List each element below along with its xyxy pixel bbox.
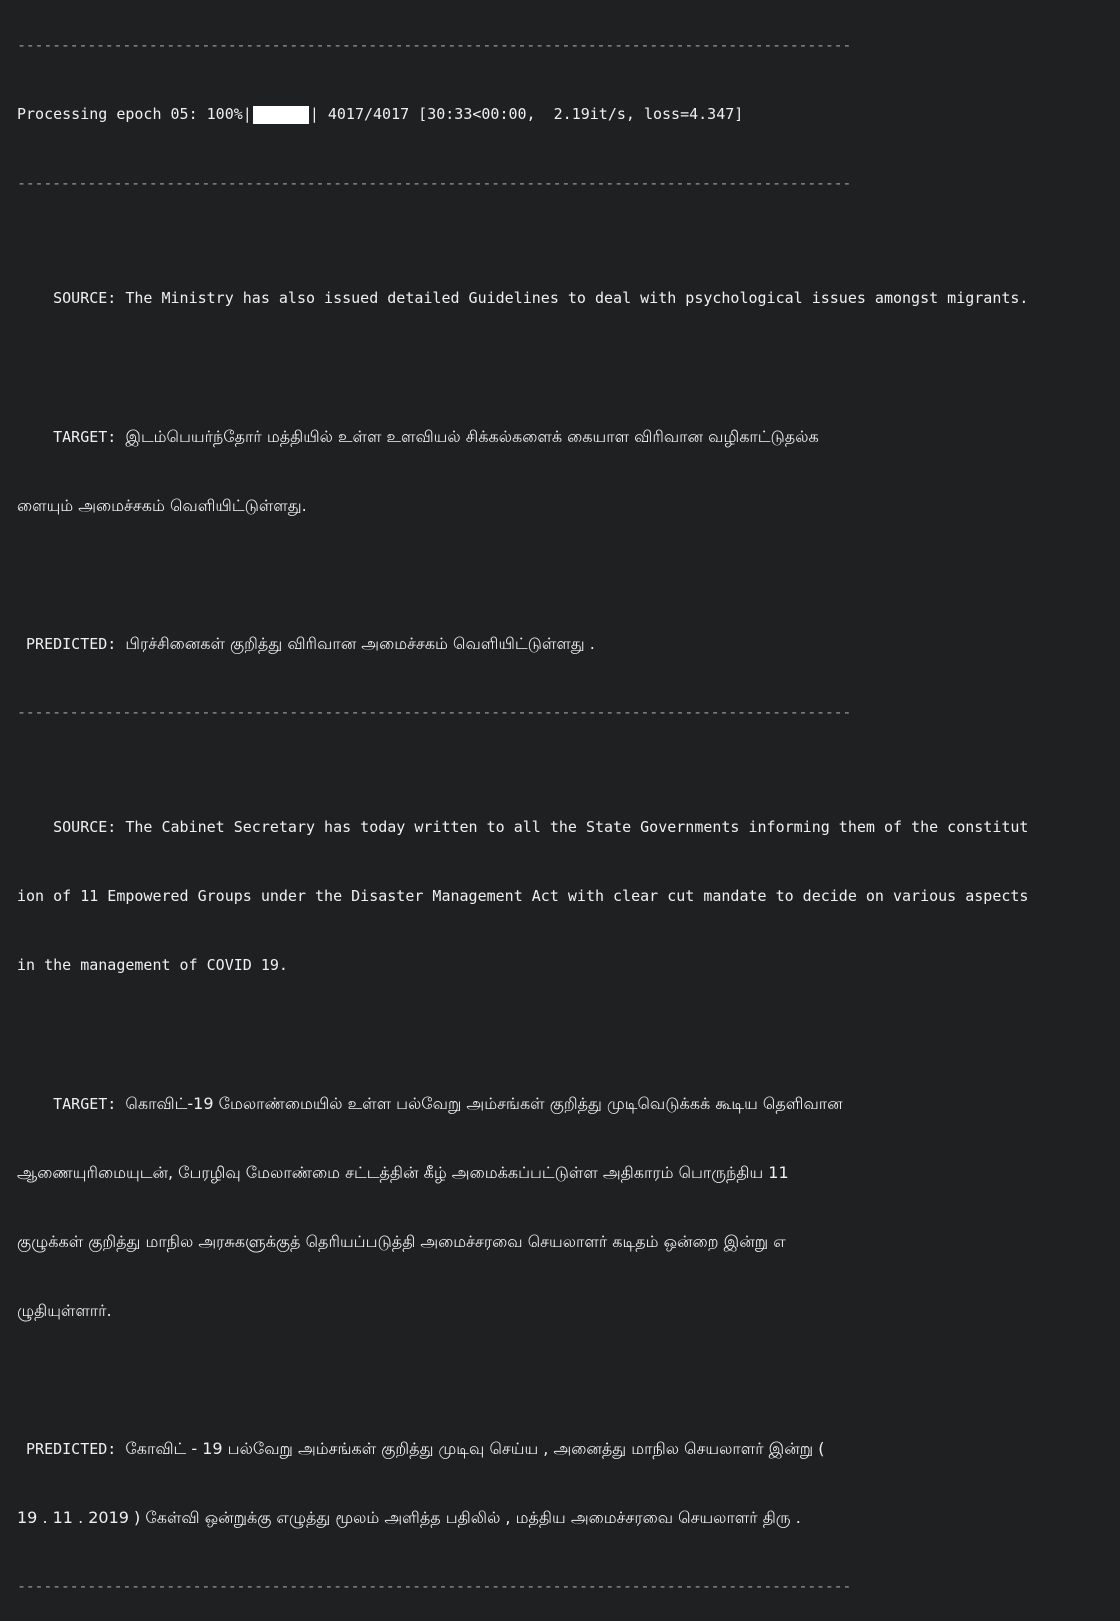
blank-line (17, 1368, 1120, 1391)
predicted-text: பிரச்சினைகள் குறித்து விரிவான அமைச்சகம் வெளியிட்டுள்ளது . (125, 634, 595, 653)
predicted-text: 19 . 11 . 2019 ) கேள்வி ஒன்றுக்கு எழுத்து மூலம் அளித்த பதிலில் , மத்திய அமைச்சரவை செயலாளர் திரு . (17, 1508, 801, 1527)
target-text: இடம்பெயர்ந்தோர் மத்தியில் உள்ள உளவியல் சிக்கல்களைக் கையாள விரிவான வழிகாட்டுதல்க (125, 427, 819, 446)
progress-bar (253, 106, 309, 124)
target-label: TARGET: (17, 1095, 126, 1113)
source-text: The Ministry has also issued detailed Guidelines to deal with psychological issues amongst migrants. (125, 289, 1029, 307)
target-label: TARGET: (17, 428, 126, 446)
target-text: குழுக்கள் குறித்து மாநில அரசுகளுக்குத் தெரியப்படுத்தி அமைச்சரவை செயலாளர் கடிதம் ஒன்றை இன்று எ (17, 1232, 786, 1251)
source-line (17, 287, 1120, 310)
source-line (17, 816, 1120, 839)
progress-prefix: Processing epoch 05: 100%| (17, 105, 252, 123)
separator-line: ----------------------------------------------------------------------------------------------- (17, 36, 852, 54)
predicted-label: PREDICTED: (17, 635, 126, 653)
target-text: ஆணையுரிமையுடன், பேரழிவு மேலாண்மை சட்டத்தின் கீழ் அமைக்கப்பட்டுள்ள அதிகாரம் பொருந்திய 11 (17, 1163, 789, 1182)
predicted-label: PREDICTED: (17, 1440, 126, 1458)
source-label: SOURCE: (17, 818, 126, 836)
source-text: ion of 11 Empowered Groups under the Disaster Management Act with clear cut mandate to decide on various aspects (17, 887, 1029, 905)
target-line (17, 425, 1120, 448)
progress-line (17, 103, 1120, 126)
progress-suffix: | 4017/4017 [30:33<00:00, 2.19it/s, loss=4.347] (309, 105, 744, 123)
source-text: in the management of COVID 19. (17, 956, 288, 974)
source-label: SOURCE: (17, 289, 126, 307)
blank-line (17, 1023, 1120, 1046)
blank-line (17, 563, 1120, 586)
separator-line: ----------------------------------------------------------------------------------------------- (17, 703, 852, 721)
predicted-line (17, 1437, 1120, 1460)
separator-line: ----------------------------------------------------------------------------------------------- (17, 174, 852, 192)
target-text: கொவிட்-19 மேலாண்மையில் உள்ள பல்வேறு அம்சங்கள் குறித்து முடிவெடுக்கக் கூடிய தெளிவான (125, 1094, 843, 1113)
target-text: ளையும் அமைச்சகம் வெளியிட்டுள்ளது. (17, 496, 307, 515)
target-line (17, 1092, 1120, 1115)
predicted-text: கோவிட் - 19 பல்வேறு அம்சங்கள் குறித்து முடிவு செய்ய , அனைத்து மாநில செயலாளர் இன்று ( (125, 1439, 825, 1458)
predicted-line (17, 632, 1120, 655)
blank-line (17, 356, 1120, 379)
source-text: The Cabinet Secretary has today written to all the State Governments informing them of the constitut (125, 818, 1029, 836)
target-text: ழுதியுள்ளார். (17, 1301, 112, 1320)
separator-line: ----------------------------------------------------------------------------------------------- (17, 1577, 852, 1595)
